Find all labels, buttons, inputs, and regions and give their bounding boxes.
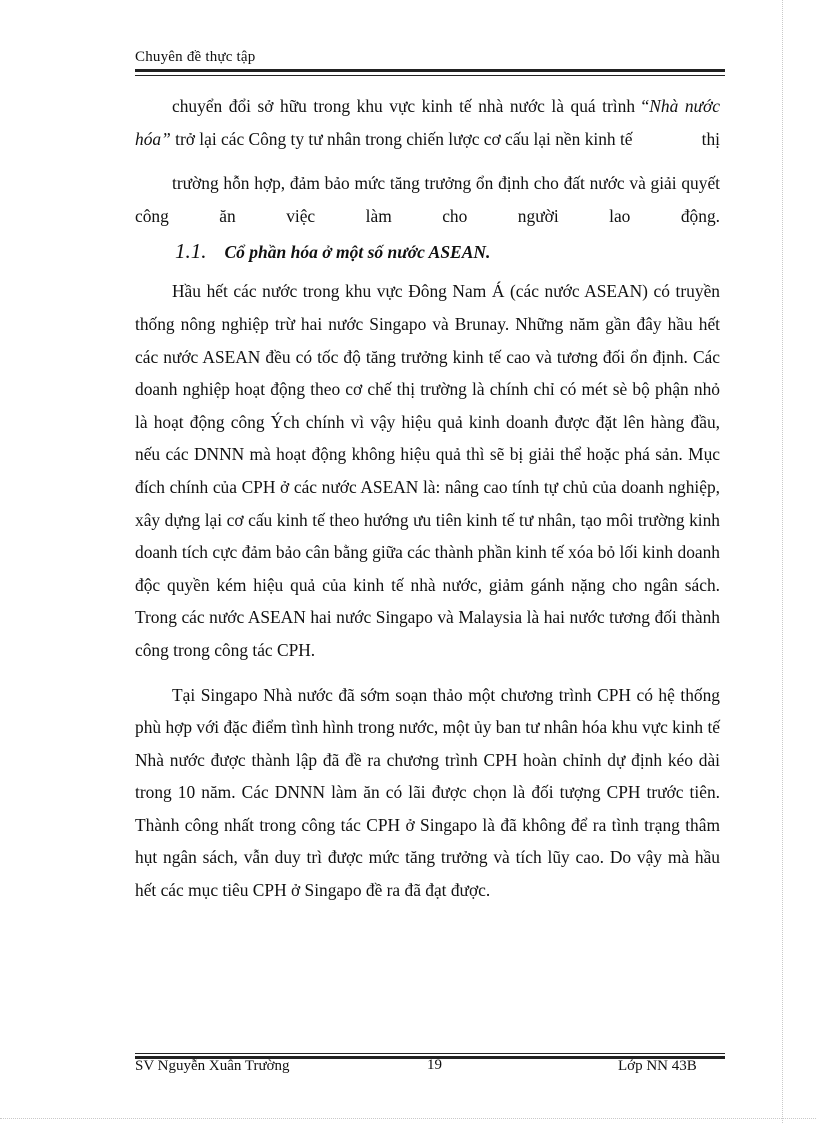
footer-author: SV Nguyễn Xuân Trường bbox=[135, 1058, 290, 1074]
paragraph-3: Hầu hết các nước trong khu vực Đông Nam Á (các nước ASEAN) có truyền thống nông nghiệp trừ hai nước Singapo và Brunay. Những năm gần đây hầu hết các nước ASEAN đều có tốc độ tăng trưởng kinh tế cao và tương đối ổn định. Các doanh nghiệp hoạt động theo cơ chế thị trường là chính chỉ có mét sè bộ phận nhỏ là hoạt động công Ých chính vì vậy hiệu quả kinh doanh được đặt lên hàng đầu, nếu các DNNN mà hoạt động không hiệu quả thì sẽ bị giải thể hoặc phá sản. Mục đích chính của CPH ở các nước ASEAN là: nâng cao tính tự chủ của doanh nghiệp, xây dựng lại cơ cấu kinh tế theo hướng ưu tiên kinh tế tư nhân, tạo môi trường kinh doanh tích cực đảm bảo cân bằng giữa các thành phần kinh tế xóa bỏ lối kinh doanh độc quyền kém hiệu quả của kinh tế nhà nước, giảm gánh nặng cho ngân sách. Trong các nước ASEAN hai nước Singapo và Malaysia là hai nước tương đối thành công trong công tác CPH. bbox=[135, 281, 720, 660]
page-margin-guide-horizontal bbox=[0, 1118, 816, 1119]
paragraph-4: Tại Singapo Nhà nước đã sớm soạn thảo một chương trình CPH có hệ thống phù hợp với đặc điểm tình hình trong nước, một ủy ban tư nhân hóa khu vực kinh tế Nhà nước được thành lập đã đề ra chương trình CPH hoàn chỉnh dự định kéo dài trong 10 năm. Các DNNN làm ăn có lãi được chọn là đối tượng CPH trước tiên. Thành công nhất trong công tác CPH ở Singapo là đã không để ra tình trạng thâm hụt ngân sách, vẫn duy trì được mức tăng trưởng và tích lũy cao. Do vậy mà hầu hết các mục tiêu CPH ở Singapo đề ra đã đạt được. bbox=[135, 684, 720, 901]
page-margin-guide-vertical bbox=[782, 0, 783, 1123]
page-number: 19 bbox=[427, 1057, 442, 1073]
section-heading bbox=[135, 236, 720, 267]
footer-class: Lớp NN 43B bbox=[618, 1058, 697, 1074]
section-number: 1.1. bbox=[175, 239, 207, 264]
section-title: Cổ phần hóa ở một số nước ASEAN. bbox=[224, 242, 491, 263]
paragraph-2: trường hỗn hợp, đảm bảo mức tăng trưởng ổn định cho đất nước và giải quyết công ăn việc làm cho người lao động. bbox=[135, 173, 720, 226]
document-body bbox=[135, 90, 720, 907]
paragraph-1-rest: trở lại các Công ty tư nhân trong chiến lược cơ cấu lại nền kinh tế bbox=[170, 128, 633, 149]
paragraph-1 bbox=[135, 90, 720, 155]
paragraph-1-italic: Nhà nước hóa” bbox=[135, 96, 720, 149]
running-header: Chuyên đề thực tập bbox=[135, 49, 256, 65]
header-rule bbox=[135, 69, 725, 76]
paragraph-1-end: thị bbox=[701, 128, 720, 149]
paragraph-1-text: chuyển đổi sở hữu trong khu vực kinh tế nhà nước là quá trình “ bbox=[172, 96, 650, 116]
